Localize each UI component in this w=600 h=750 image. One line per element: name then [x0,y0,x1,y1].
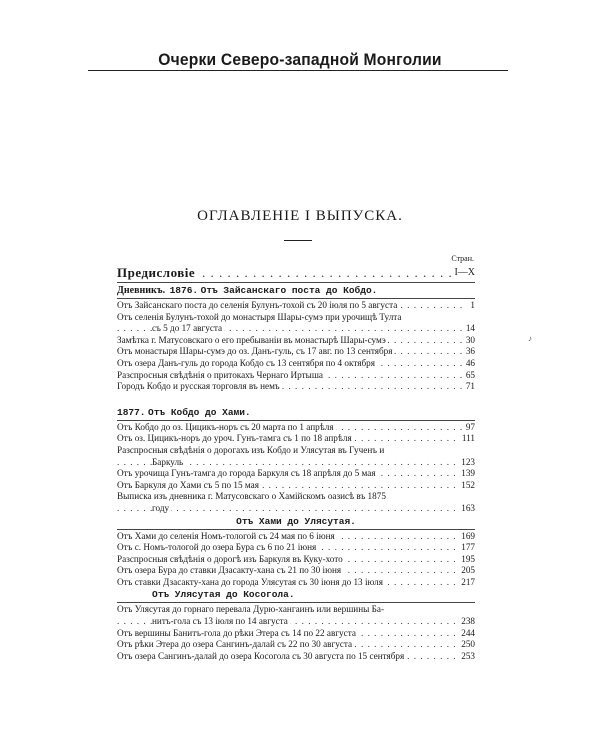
toc-hami-heading: Отъ Хами до Улясутая. [236,515,356,527]
toc-entry-text: Разспросныя свѣдѣнія о дорогахъ изъ Кобдо и Улясутая въ Гученъ и [117,444,385,455]
toc-entry-page: 163 [458,503,475,515]
toc-entry[interactable] [117,480,475,492]
toc-entry[interactable] [117,358,475,370]
toc-entry-page: 169 [458,531,475,543]
toc-entry[interactable] [117,542,475,554]
header-rule [88,70,508,71]
toc-entry-page: 238 [458,616,475,628]
toc-entry[interactable] [117,604,475,616]
toc-entry-page: 253 [458,651,475,663]
toc-entry[interactable] [117,628,475,640]
section-1877-year: 1877. [117,406,146,418]
toc-entry-text: Отъ селенія Булунъ-тохой до монастыря Шары-сумэ при урочищѣ Тулта [117,311,402,322]
toc-entry-text: Отъ Зайсанскаго поста до селенія Булунъ-тохой съ 20 іюля по 5 августа [117,300,398,310]
toc-preface-pages: I—X [451,264,475,281]
toc-entry-text: Отъ с. Номъ-тологой до озера Бура съ 6 по 21 іюня [117,542,317,553]
toc-entry[interactable] [117,433,475,445]
toc-entry[interactable] [117,503,475,515]
toc-list-1876 [117,300,475,393]
toc-list-1877 [117,422,475,515]
toc-entry[interactable] [117,616,475,628]
toc-entry[interactable] [117,381,475,393]
toc-diary-heading [117,284,475,297]
toc-entry-page: 244 [458,628,475,640]
section-hami-divider [117,529,475,530]
toc-list-kosogol [117,604,475,662]
toc-entry[interactable] [117,554,475,566]
toc-entry-text: Отъ урочища Гунъ-тамга до города Баркуля съ 18 апрѣля до 5 мая [117,468,376,479]
toc-entry-text: Замѣтка г. Матусовскаго о его пребываніи въ монастырѣ Шары-сумэ [117,334,386,345]
toc-title-rule [284,240,312,241]
toc-entry-page: 71 [463,381,475,393]
toc-entry-text: Разспросныя свѣдѣнія о дорогѣ изъ Баркуля въ Куку-хото [117,553,343,564]
toc-entry[interactable] [117,531,475,543]
toc-entry[interactable] [117,565,475,577]
toc-entry-text: Отъ рѣки Этера до озера Сангинъ-далай съ 22 по 30 августа [117,639,353,650]
toc-preface-label: Предисловіе [117,265,196,280]
toc-entry[interactable] [117,577,475,589]
toc-entry-text: нитъ-гола съ 13 іюля по 14 августа [152,616,288,627]
toc-title: ОГЛАВЛЕНІЕ I ВЫПУСКА. [197,208,403,224]
toc-entry-text: съ 5 до 17 августа [152,323,223,334]
toc-entry-page: 205 [458,565,475,577]
toc-entry-page: 195 [458,554,475,566]
toc-entry[interactable] [117,370,475,382]
toc-entry-page: 217 [458,577,475,589]
toc-entry-page: 1 [467,300,475,312]
toc-entry-text: Отъ Хами до селенія Номъ-тологой съ 24 мая по 6 іюня [117,530,335,541]
toc-entry-text: Отъ Баркуля до Хами съ 5 по 15 мая [117,479,259,490]
toc-entry[interactable] [117,422,475,434]
toc-entry-text: Баркуль [152,456,184,467]
toc-entry[interactable] [117,491,475,503]
toc-entry[interactable] [117,457,475,469]
toc-entry[interactable] [117,639,475,651]
toc-entry[interactable] [117,335,475,347]
toc-entry-text: Разспросныя свѣдѣнія о притокахъ Чернаго Иртыша [117,369,323,380]
toc-entry-text: Отъ озера Бура до ставки Дзасакту-хана съ 21 по 30 іюня [117,565,342,576]
toc-entry-text: Отъ вершины Банитъ-гола до рѣки Этера съ 14 по 22 августа [117,627,356,638]
toc-entry-page: 123 [458,457,475,469]
toc-entry-text: Выписка изъ дневника г. Матусовскаго о Хамійскомъ оазисѣ въ 1875 [117,491,386,502]
margin-pencil-mark: ♪ [528,334,532,343]
diary-divider [117,298,475,299]
toc-kosogol-heading: Отъ Улясутая до Косогола. [152,589,295,601]
toc-entry-page: 111 [459,433,475,445]
toc-entry-page: 97 [463,422,475,434]
toc-1877-heading [117,406,475,419]
toc-entry-text: Городъ Кобдо и русская торговля въ немъ [117,381,280,392]
diary-year: 1876. [169,285,199,296]
diary-label: Дневникъ. [117,285,166,296]
toc-entry-page: 139 [458,468,475,480]
toc-entry-page: 30 [463,335,475,347]
page-column-label: Стран. [451,254,474,263]
toc-entry-page: 177 [458,542,475,554]
section-kosogol-divider [117,602,475,603]
toc-entry[interactable] [117,346,475,358]
toc-entry-page: 36 [463,346,475,358]
preface-divider [117,282,475,283]
toc-entry-page: 152 [458,480,475,492]
section-1877-divider [117,420,475,421]
toc-entry-text: Отъ озера Данъ-гуль до города Кобдо съ 13 сентября по 4 октября [117,357,375,368]
toc-entry-text: Отъ озера Сангинъ-далай до озера Косогола съ 30 августа по 15 сентября [117,650,405,661]
toc-entry[interactable] [117,651,475,663]
toc-entry-text: году [152,502,170,513]
diary-route: Отъ Зайсанскаго поста до Кобдо. [200,285,378,296]
toc-entry-page: 65 [463,370,475,382]
toc-entry-text: Отъ оз. Цицикъ-норъ до уроч. Гунъ-тамга съ 1 по 18 апрѣля [117,433,352,444]
toc-entry[interactable] [117,323,475,335]
section-1877-route: Отъ Кобдо до Хами. [148,406,251,418]
toc-entry-page: 46 [463,358,475,370]
toc-entry-text: Отъ Кобдо до оз. Цицикъ-норъ съ 20 марта по 1 апрѣля [117,421,334,432]
toc-entry-text: Отъ Улясутая до горнаго перевала Дурю-хангаинъ или вершины Ба- [117,604,385,615]
toc-entry[interactable] [117,312,475,324]
toc-list-hami [117,531,475,589]
toc-entry-text: Отъ ставки Дзасакту-хана до города Улясутая съ 30 іюня до 13 іюля [117,576,383,587]
toc-entry[interactable] [117,468,475,480]
toc-entry-page: 250 [458,639,475,651]
toc-entry[interactable] [117,300,475,312]
toc-preface-row[interactable] [117,264,475,281]
book-title: Очерки Северо-западной Монголии [158,50,442,69]
table-of-contents [117,262,475,662]
toc-entry-text: Отъ монастыря Шары-сумэ до оз. Данъ-гуль, съ 17 авг. по 13 сентября [117,346,393,357]
toc-entry-page: 14 [463,323,475,335]
toc-entry[interactable] [117,445,475,457]
